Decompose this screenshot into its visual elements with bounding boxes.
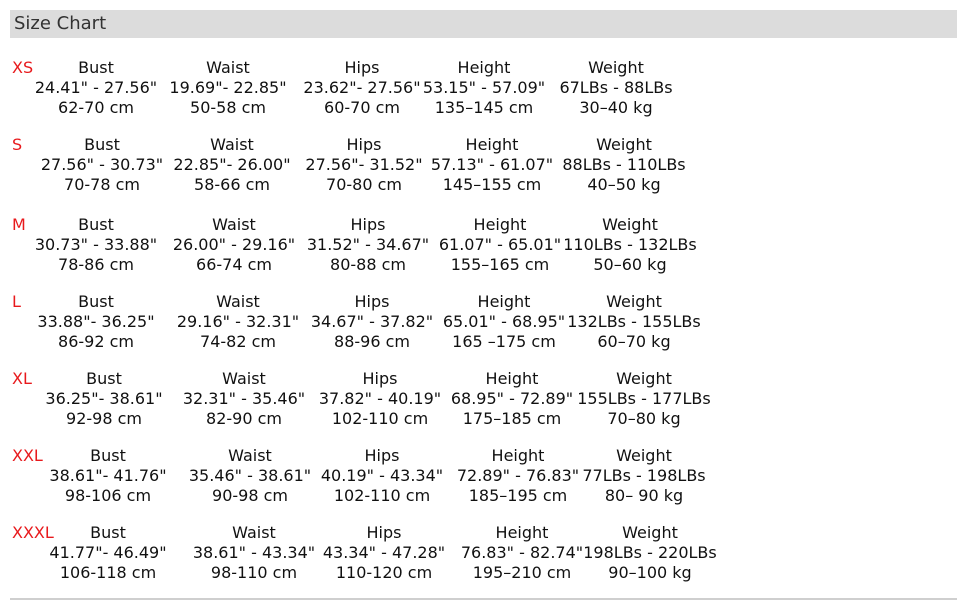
- waist-inch: 22.85"- 26.00": [173, 155, 291, 174]
- hips-inch: 23.62"- 27.56": [303, 78, 421, 97]
- weight-column: [554, 135, 694, 195]
- height-inch: 72.89" - 76.83": [456, 466, 580, 485]
- height-header: Height: [465, 135, 519, 154]
- hips-inch: 31.52" - 34.67": [306, 235, 430, 254]
- weight-kg: 60–70 kg: [597, 332, 671, 351]
- hips-header: Hips: [344, 58, 380, 77]
- hips-cm: 88-96 cm: [334, 332, 410, 351]
- size-label: XL: [12, 369, 32, 388]
- size-row-m: [0, 215, 967, 277]
- size-row-l: [0, 292, 967, 354]
- bust-inch: 27.56" - 30.73": [40, 155, 164, 174]
- weight-column: [574, 369, 714, 429]
- height-inch: 53.15" - 57.09": [422, 78, 546, 97]
- bust-cm: 78-86 cm: [58, 255, 134, 274]
- bust-header: Bust: [84, 135, 120, 154]
- weight-column: [580, 523, 720, 583]
- hips-column: [314, 523, 454, 583]
- height-header: Height: [491, 446, 545, 465]
- bust-inch: 41.77"- 46.49": [49, 543, 167, 562]
- hips-cm: 70-80 cm: [326, 175, 402, 194]
- waist-cm: 50-58 cm: [190, 98, 266, 117]
- bust-inch: 38.61"- 41.76": [49, 466, 167, 485]
- waist-header: Waist: [228, 446, 272, 465]
- height-column: [414, 58, 554, 118]
- bust-cm: 62-70 cm: [58, 98, 134, 117]
- waist-cm: 82-90 cm: [206, 409, 282, 428]
- height-inch: 68.95" - 72.89": [450, 389, 574, 408]
- waist-cm: 98-110 cm: [210, 563, 298, 582]
- hips-cm: 80-88 cm: [330, 255, 406, 274]
- weight-column: [546, 58, 686, 118]
- bust-inch: 33.88"- 36.25": [37, 312, 155, 331]
- waist-column: [168, 292, 308, 352]
- hips-inch: 37.82" - 40.19": [318, 389, 442, 408]
- hips-header: Hips: [350, 215, 386, 234]
- bust-inch: 24.41" - 27.56": [34, 78, 158, 97]
- hips-cm: 102-110 cm: [333, 486, 431, 505]
- height-header: Height: [473, 215, 527, 234]
- waist-inch: 26.00" - 29.16": [172, 235, 296, 254]
- height-inch: 76.83" - 82.74": [460, 543, 584, 562]
- bust-header: Bust: [90, 446, 126, 465]
- hips-column: [292, 58, 432, 118]
- waist-header: Waist: [222, 369, 266, 388]
- height-column: [452, 523, 592, 583]
- bust-inch: 36.25"- 38.61": [45, 389, 163, 408]
- height-header: Height: [477, 292, 531, 311]
- waist-inch: 35.46" - 38.61": [188, 466, 312, 485]
- weight-column: [564, 292, 704, 352]
- weight-lbs: 77LBs - 198LBs: [582, 466, 706, 485]
- bust-cm: 106-118 cm: [59, 563, 157, 582]
- weight-header: Weight: [606, 292, 662, 311]
- waist-column: [180, 446, 320, 506]
- waist-cm: 90-98 cm: [212, 486, 288, 505]
- bust-column: [34, 369, 174, 429]
- bust-cm: 92-98 cm: [66, 409, 142, 428]
- waist-inch: 19.69"- 22.85": [169, 78, 287, 97]
- hips-inch: 34.67" - 37.82": [310, 312, 434, 331]
- size-label: XXXL: [12, 523, 54, 542]
- height-cm: 165 –175 cm: [452, 332, 556, 351]
- height-inch: 65.01" - 68.95": [442, 312, 566, 331]
- weight-lbs: 67LBs - 88LBs: [559, 78, 673, 97]
- size-label: L: [12, 292, 21, 311]
- height-cm: 185–195 cm: [468, 486, 568, 505]
- waist-column: [184, 523, 324, 583]
- bust-column: [26, 292, 166, 352]
- height-column: [430, 215, 570, 275]
- hips-column: [310, 369, 450, 429]
- height-cm: 145–155 cm: [442, 175, 542, 194]
- weight-lbs: 110LBs - 132LBs: [563, 235, 697, 254]
- height-header: Height: [485, 369, 539, 388]
- bust-header: Bust: [90, 523, 126, 542]
- size-label: XXL: [12, 446, 43, 465]
- bust-header: Bust: [78, 215, 114, 234]
- hips-header: Hips: [364, 446, 400, 465]
- hips-header: Hips: [362, 369, 398, 388]
- hips-header: Hips: [354, 292, 390, 311]
- waist-cm: 66-74 cm: [196, 255, 272, 274]
- hips-column: [302, 292, 442, 352]
- bust-cm: 86-92 cm: [58, 332, 134, 351]
- height-cm: 175–185 cm: [462, 409, 562, 428]
- weight-kg: 70–80 kg: [607, 409, 681, 428]
- bust-cm: 98-106 cm: [64, 486, 152, 505]
- height-inch: 57.13" - 61.07": [430, 155, 554, 174]
- hips-cm: 110-120 cm: [335, 563, 433, 582]
- size-label: S: [12, 135, 23, 154]
- weight-header: Weight: [588, 58, 644, 77]
- waist-header: Waist: [206, 58, 250, 77]
- bust-column: [26, 215, 166, 275]
- size-row-xl: [0, 369, 967, 431]
- size-row-xxl: [0, 446, 967, 508]
- waist-inch: 32.31" - 35.46": [182, 389, 306, 408]
- waist-header: Waist: [212, 215, 256, 234]
- waist-header: Waist: [216, 292, 260, 311]
- weight-kg: 40–50 kg: [587, 175, 661, 194]
- hips-inch: 40.19" - 43.34": [320, 466, 444, 485]
- hips-header: Hips: [346, 135, 382, 154]
- height-cm: 195–210 cm: [472, 563, 572, 582]
- weight-header: Weight: [616, 369, 672, 388]
- bust-column: [26, 58, 166, 118]
- page-title: Size Chart: [14, 13, 107, 34]
- bottom-divider: [10, 598, 957, 600]
- height-cm: 155–165 cm: [450, 255, 550, 274]
- waist-header: Waist: [210, 135, 254, 154]
- height-header: Height: [457, 58, 511, 77]
- hips-cm: 60-70 cm: [324, 98, 400, 117]
- hips-column: [312, 446, 452, 506]
- height-column: [434, 292, 574, 352]
- height-header: Height: [495, 523, 549, 542]
- size-chart-header: [10, 10, 957, 38]
- weight-lbs: 132LBs - 155LBs: [567, 312, 701, 331]
- weight-kg: 30–40 kg: [579, 98, 653, 117]
- weight-kg: 90–100 kg: [608, 563, 692, 582]
- size-row-s: [0, 135, 967, 197]
- weight-column: [574, 446, 714, 506]
- bust-header: Bust: [78, 292, 114, 311]
- size-label: M: [12, 215, 26, 234]
- bust-header: Bust: [86, 369, 122, 388]
- waist-column: [162, 135, 302, 195]
- bust-cm: 70-78 cm: [64, 175, 140, 194]
- waist-cm: 74-82 cm: [200, 332, 276, 351]
- weight-column: [560, 215, 700, 275]
- hips-column: [298, 215, 438, 275]
- waist-column: [158, 58, 298, 118]
- hips-header: Hips: [366, 523, 402, 542]
- waist-inch: 38.61" - 43.34": [192, 543, 316, 562]
- height-column: [442, 369, 582, 429]
- weight-lbs: 155LBs - 177LBs: [577, 389, 711, 408]
- hips-inch: 43.34" - 47.28": [322, 543, 446, 562]
- height-column: [448, 446, 588, 506]
- weight-header: Weight: [622, 523, 678, 542]
- size-label: XS: [12, 58, 34, 77]
- weight-header: Weight: [602, 215, 658, 234]
- waist-header: Waist: [232, 523, 276, 542]
- size-row-xs: [0, 58, 967, 120]
- height-cm: 135–145 cm: [434, 98, 534, 117]
- waist-column: [164, 215, 304, 275]
- bust-header: Bust: [78, 58, 114, 77]
- weight-kg: 80– 90 kg: [604, 486, 684, 505]
- weight-lbs: 88LBs - 110LBs: [562, 155, 686, 174]
- size-row-xxxl: [0, 523, 967, 585]
- bust-column: [38, 446, 178, 506]
- weight-header: Weight: [596, 135, 652, 154]
- weight-kg: 50–60 kg: [593, 255, 667, 274]
- bust-inch: 30.73" - 33.88": [34, 235, 158, 254]
- hips-cm: 102-110 cm: [331, 409, 429, 428]
- weight-lbs: 198LBs - 220LBs: [583, 543, 717, 562]
- height-inch: 61.07" - 65.01": [438, 235, 562, 254]
- bust-column: [38, 523, 178, 583]
- hips-column: [294, 135, 434, 195]
- hips-inch: 27.56"- 31.52": [305, 155, 423, 174]
- waist-inch: 29.16" - 32.31": [176, 312, 300, 331]
- bust-column: [32, 135, 172, 195]
- weight-header: Weight: [616, 446, 672, 465]
- height-column: [422, 135, 562, 195]
- waist-cm: 58-66 cm: [194, 175, 270, 194]
- waist-column: [174, 369, 314, 429]
